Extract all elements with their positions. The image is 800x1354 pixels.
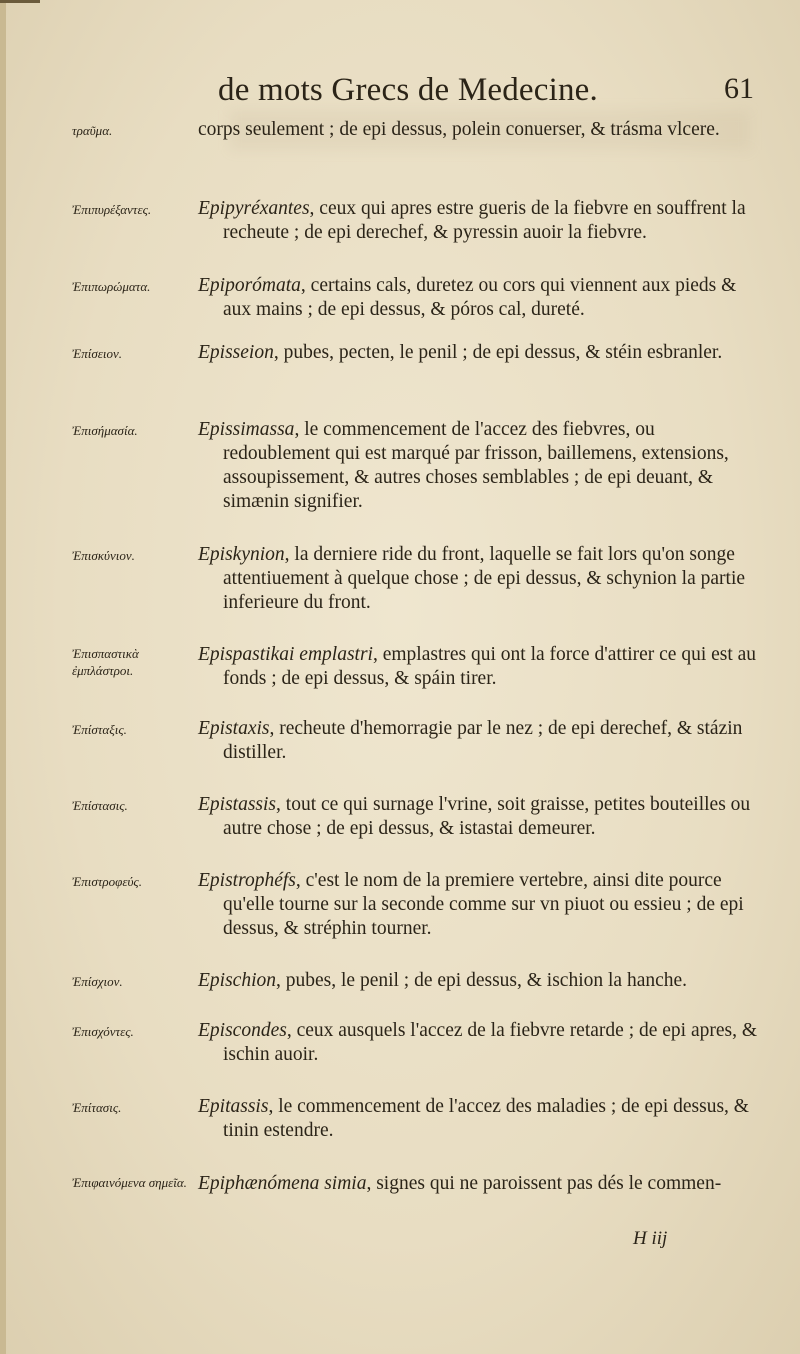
entry-definition: , signes qui ne paroissent pas dés le commen- — [366, 1173, 722, 1194]
entry-headword: Epischion — [198, 970, 276, 991]
greek-term: Ἐπιστροφεύς. — [72, 874, 142, 889]
entry-headword: Epiphænómena simia — [198, 1173, 367, 1194]
entry-definition: , pubes, le penil ; de epi dessus, & ischion la hanche. — [276, 970, 688, 991]
entry-text — [198, 717, 758, 765]
page-corner-mark — [0, 0, 40, 3]
entry-definition: , ceux qui apres estre gueris de la fiebvre en souffrent la recheute ; de epi derechef, & pyressin auoir la fiebvre. — [223, 198, 746, 243]
entry-headword: Episseion — [198, 342, 274, 363]
greek-term: Ἐπίσειον. — [72, 346, 123, 361]
entry-text — [198, 969, 758, 993]
entry-text — [198, 118, 758, 142]
entry-headword: Epistassis — [198, 794, 277, 815]
page-number: 61 — [724, 72, 754, 105]
entry-text — [198, 1095, 758, 1143]
entry-headword: Episkynion — [198, 544, 285, 565]
greek-term: Ἐπιπωρώματα. — [72, 279, 151, 294]
greek-term: Ἐπίστασις. — [72, 798, 128, 813]
entry-definition: , certains cals, duretez ou cors qui viennent aux pieds & aux mains ; de epi dessus, & póros cal, dureté. — [223, 275, 737, 320]
entry-headword: Epitassis — [198, 1096, 269, 1117]
greek-term: Ἐπιφαινόμενα σημεῖα. — [72, 1175, 187, 1190]
entry-text — [198, 1019, 758, 1067]
entry-headword: Epissimassa — [198, 419, 295, 440]
signature-mark: H iij — [633, 1228, 668, 1249]
entry-definition: , recheute d'hemorragie par le nez ; de epi derechef, & stázin distiller. — [223, 718, 743, 763]
greek-term: Ἐπίτασις. — [72, 1100, 122, 1115]
entry-text — [198, 341, 758, 365]
entry-headword: Episcondes — [198, 1020, 287, 1041]
entry-definition: , c'est le nom de la premiere vertebre, ainsi dite pource qu'elle tourne sur la seconde comme sur vn piuot ou essieu ; de epi dessus, & stréphin tourner. — [223, 870, 744, 939]
entry-headword: Epipyréxantes — [198, 198, 310, 219]
greek-term: Ἐπίσταξις. — [72, 722, 127, 737]
entry-text — [198, 1172, 758, 1196]
greek-term: Ἐπισχόντες. — [72, 1024, 134, 1039]
running-head: de mots Grecs de Medecine. — [218, 72, 598, 108]
entry-definition: , emplastres qui ont la force d'attirer ce qui est au fonds ; de epi dessus, & spáin tirer. — [223, 644, 757, 689]
entry-definition: , tout ce qui surnage l'vrine, soit graisse, petites bouteilles ou autre chose ; de epi dessus, & istastai demeurer. — [223, 794, 751, 839]
greek-term: Ἐπίσχιον. — [72, 974, 123, 989]
entry-text — [198, 869, 758, 941]
greek-term: τραῦμα. — [72, 123, 113, 138]
entry-text — [198, 793, 758, 841]
greek-term: Ἐπισήμασία. — [72, 423, 138, 438]
entry-text — [198, 543, 758, 615]
entry-definition: , le commencement de l'accez des maladies ; de epi dessus, & tinin estendre. — [223, 1096, 749, 1141]
entry-definition: , la derniere ride du front, laquelle se fait lors qu'on songe attentiuement à quelque chose ; de epi dessus, & schynion la partie inferieure du front. — [223, 544, 746, 613]
entry-headword: Epistaxis — [198, 718, 270, 739]
entry-definition: corps seulement ; de epi dessus, polein conuerser, & trásma vlcere. — [198, 119, 720, 140]
greek-term: Ἐπισπαστικὰ ἐμπλάστροι. — [72, 646, 139, 678]
page-edge — [0, 0, 6, 1354]
entry-text — [198, 418, 758, 514]
greek-term: Ἐπιπυρέξαντες. — [72, 202, 152, 217]
entry-definition: , pubes, pecten, le penil ; de epi dessus, & stéin esbranler. — [273, 342, 723, 363]
entry-text — [198, 197, 758, 245]
greek-term: Ἐπισκύνιον. — [72, 548, 135, 563]
entry-text — [198, 274, 758, 322]
entry-text — [198, 643, 758, 691]
entry-definition: , le commencement de l'accez des fiebvres, ou redoublement qui est marqué par frisson, baillemens, extensions, assoupissement, & autres choses semblables ; de epi deuant, & simænin signifier. — [223, 419, 729, 512]
entry-headword: Epispastikai emplastri — [198, 644, 373, 665]
entry-definition: , ceux ausquels l'accez de la fiebvre retarde ; de epi apres, & ischin auoir. — [223, 1020, 758, 1065]
entry-headword: Epiporómata — [198, 275, 301, 296]
entry-headword: Epistrophéfs — [198, 870, 296, 891]
